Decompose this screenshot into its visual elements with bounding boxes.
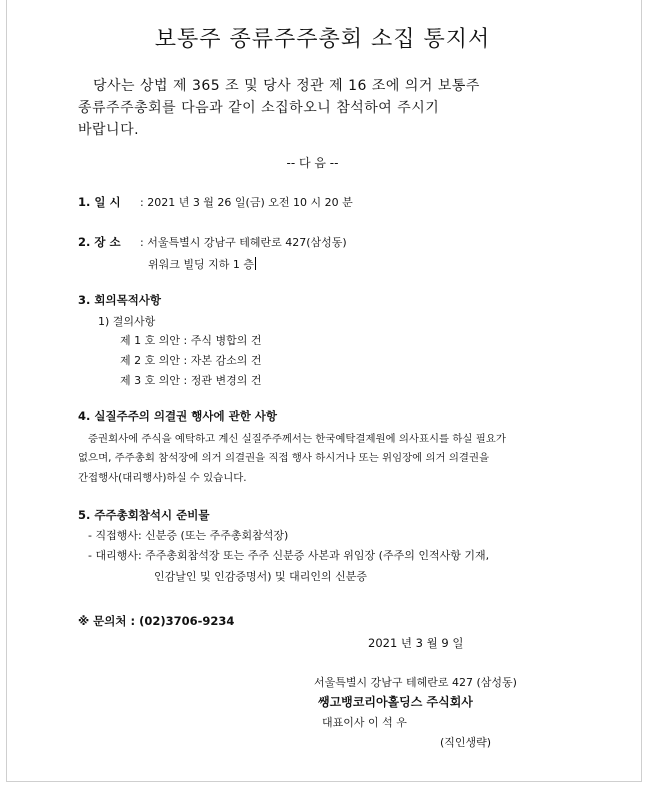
contact-info: ※ 문의처 : (02)3706-9234 bbox=[78, 614, 235, 628]
center-note: -- 다 음 -- bbox=[286, 156, 339, 170]
intro-line-2: 종류주주총회를 다음과 같이 소집하오니 참석하여 주시기 bbox=[78, 100, 440, 116]
prep-line-1: - 직접행사: 신분증 (또는 주주총회참석장) bbox=[88, 529, 289, 542]
company-address: 서울특별시 강남구 테헤란로 427 (삼성동) bbox=[314, 676, 517, 689]
voting-line-1: 증권회사에 주식을 예탁하고 계신 실질주주께서는 한국예탁결제원에 의사표시를 하실 필요가 bbox=[88, 433, 506, 445]
datetime-value: : 2021 년 3 월 26 일(금) 오전 10 시 20 분 bbox=[140, 196, 353, 209]
place-value-line-1: : 서울특별시 강남구 테헤란로 427(삼성동) bbox=[140, 236, 347, 249]
prep-line-2: - 대리행사: 주주총회참석장 또는 주주 신분증 사본과 위임장 (주주의 인적사항 기재, bbox=[88, 549, 490, 562]
company-name: 쌩고뱅코리아홀딩스 주식회사 bbox=[318, 695, 473, 709]
text-cursor bbox=[255, 257, 256, 270]
document-title: 보통주 종류주주총회 소집 통지서 bbox=[154, 27, 491, 52]
place-value-line-2 bbox=[148, 256, 256, 272]
prep-line-3: 인감날인 및 인감증명서) 및 대리인의 신분증 bbox=[154, 570, 368, 583]
agenda-item-1: 제 1 호 의안 : 주식 병합의 건 bbox=[120, 334, 262, 347]
representative: 대표이사 이 석 우 bbox=[322, 716, 407, 729]
place-line-2-text: 위워크 빌딩 지하 1 층 bbox=[148, 258, 254, 271]
agenda-sub: 1) 결의사항 bbox=[98, 315, 156, 328]
prep-title: 5. 주주총회참석시 준비물 bbox=[78, 508, 210, 522]
seal-omitted: (직인생략) bbox=[440, 736, 492, 749]
place-label: 2. 장 소 bbox=[78, 235, 121, 249]
agenda-item-3: 제 3 호 의안 : 정관 변경의 건 bbox=[120, 374, 262, 387]
document-frame bbox=[6, 0, 642, 782]
agenda-title: 3. 회의목적사항 bbox=[78, 293, 162, 307]
notice-date: 2021 년 3 월 9 일 bbox=[368, 636, 464, 650]
voting-title: 4. 실질주주의 의결권 행사에 관한 사항 bbox=[78, 409, 278, 423]
voting-line-2: 없으며, 주주총회 참석장에 의거 의결권을 직접 행사 하시거나 또는 위임장에 의거 의결권을 bbox=[78, 452, 490, 464]
datetime-label: 1. 일 시 bbox=[78, 195, 121, 209]
intro-line-3: 바랍니다. bbox=[78, 122, 140, 138]
intro-line-1: 당사는 상법 제 365 조 및 당사 정관 제 16 조에 의거 보통주 bbox=[93, 78, 480, 94]
voting-line-3: 간접행사(대리행사)하실 수 있습니다. bbox=[78, 472, 247, 484]
agenda-item-2: 제 2 호 의안 : 자본 감소의 건 bbox=[120, 354, 262, 367]
